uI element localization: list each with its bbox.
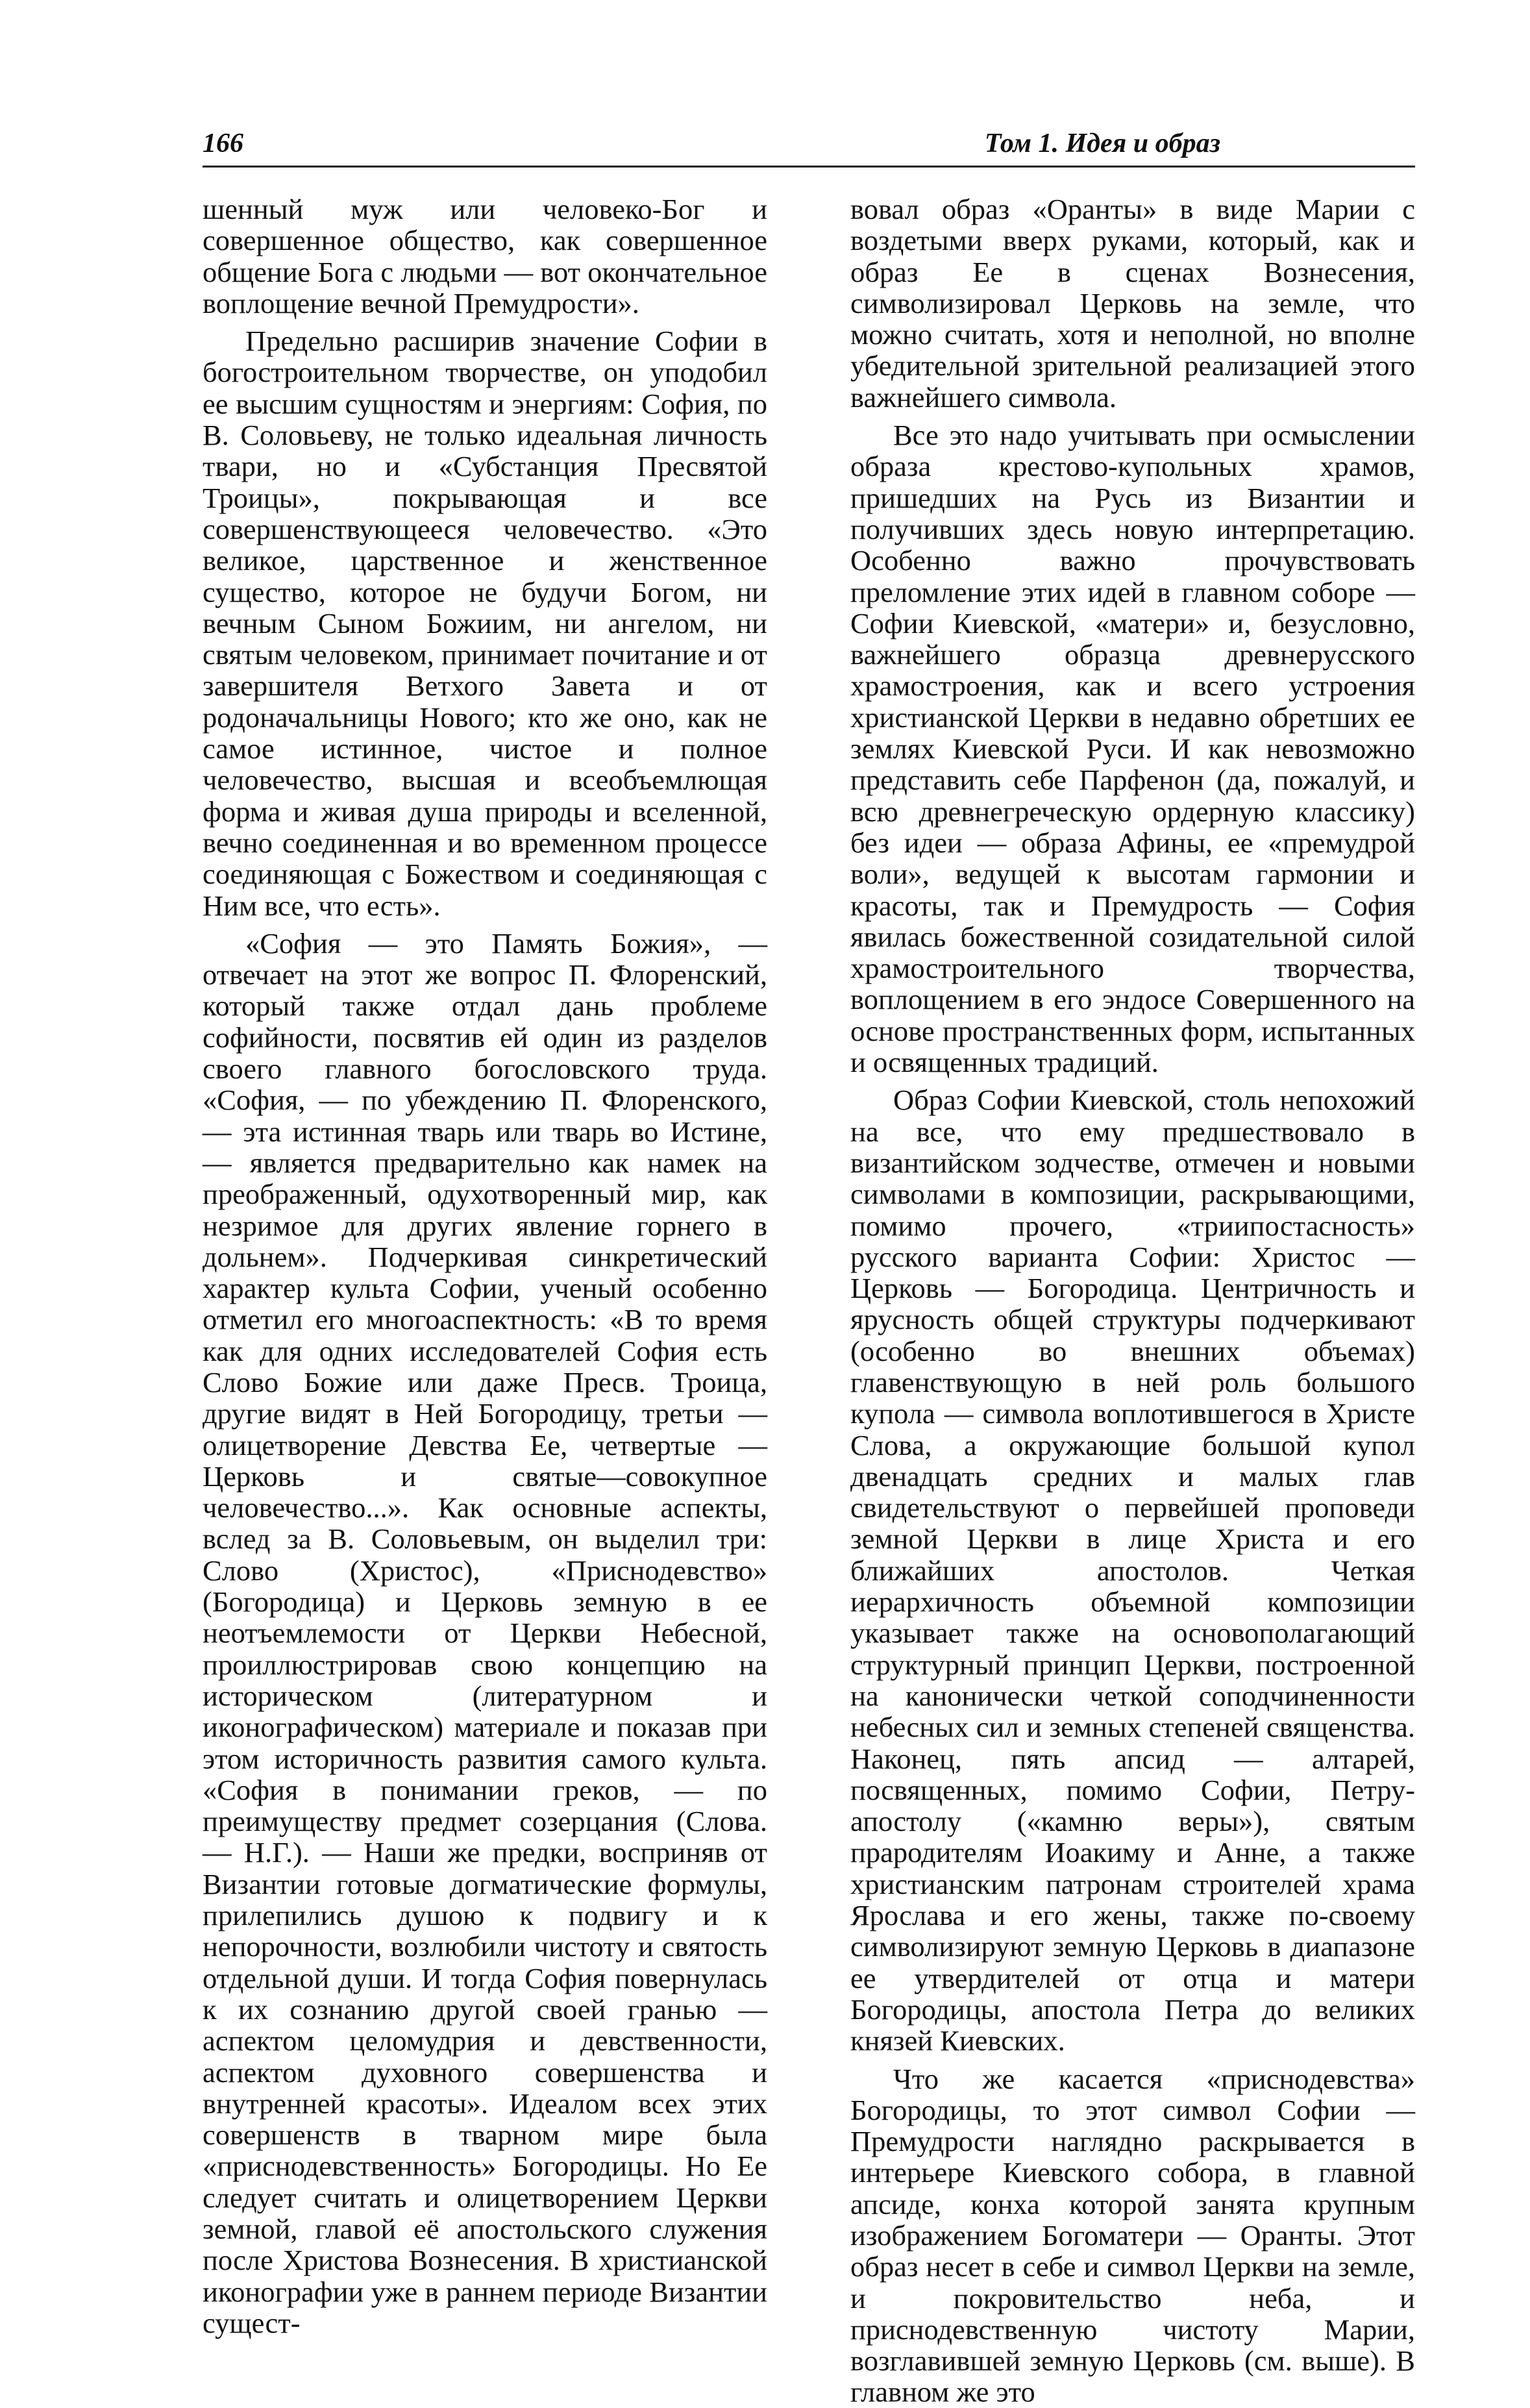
paragraph: Предельно расширив значение Софии в богостроительном творчестве, он уподобил ее высшим сущностям и энергиям: София, по В. Соловьеву, не только идеальная личность твари, но и «Субстанция Пресвятой Троицы», покрывающая и все совершенствующееся человечество. «Это великое, царственное и женственное существо, которое не будучи Богом, ни вечным Сыном Божиим, ни ангелом, ни святым человеком, принимает почитание и от завершителя Ветхого Завета и от родоначальницы Нового; кто же оно, как не самое истинное, чистое и полное человечество, высшая и всеобъемлющая форма и живая душа природы и вселенной, вечно соединенная и во временном процессе соединяющая с Божеством и соединяющая с Ним все, что есть». xyxy=(203,325,767,922)
paragraph-continued: вовал образ «Оранты» в виде Марии с воздетыми вверх руками, который, как и образ Ее в сценах Вознесения, символизировал Церковь на земле, что можно считать, хотя и неполной, но вполне убедительной зрительной реализацией этого важнейшего символа. xyxy=(850,193,1415,414)
page-number: 166 xyxy=(203,129,243,158)
paragraph: Образ Софии Киевской, столь непохожий на все, что ему предшествовало в византийском зодчестве, отмечен и новыми символами в композиции, раскрывающими, помимо прочего, «триипостасность» русского варианта Софии: Христос — Церковь — Богородица. Центричность и ярусность общей структуры подчеркивают (особенно во внешних объемах) главенствующую в ней роль большого купола — символа воплотившегося в Христе Слова, а окружающие большой купол двенадцать средних и малых глав свидетельствуют о первейшей проповеди земной Церкви в лице Христа и его ближайших апостолов. Четкая иерархичность объемной композиции указывает также на основополагающий структурный принцип Церкви, построенной на канонически четкой соподчиненности небесных сил и земных степеней священства. Наконец, пять апсид — алтарей, посвященных, помимо Софии, Петру-апостолу («камню веры»), святым прародителям Иоакиму и Анне, а также христианским патронам строителей храма Ярослава и его жены, также по-своему символизируют земную Церковь в диапазоне ее утвердителей от отца и матери Богородицы, апостола Петра до великих князей Киевских. xyxy=(850,1084,1415,2057)
paragraph-continued: шенный муж или человеко-Бог и совершенное общество, как совершенное общение Бога с людьми — вот окончательное воплощение вечной Премудрости». xyxy=(203,193,767,319)
left-column xyxy=(203,193,767,2339)
right-column xyxy=(850,193,1415,2408)
running-title: Том 1. Идея и образ xyxy=(984,129,1220,158)
paragraph: «София — это Память Божия», — отвечает на этот же вопрос П. Флоренский, который также отдал дань проблеме софийности, посвятив ей один из разделов своего главного богословского труда. «София, — по убеждению П. Флоренского, — эта истинная тварь или тварь во Истине, — является предварительно как намек на преображенный, одухотворенный мир, как незримое для других явление горнего в дольнем». Подчеркивая синкретический характер культа Софии, ученый особенно отметил его многоаспектность: «В то время как для одних исследователей София есть Слово Божие или даже Пресв. Троица, другие видят в Ней Богородицу, третьи — олицетворение Девства Ее, четвертые — Церковь и святые—совокупное человечество...». Как основные аспекты, вслед за В. Соловьевым, он выделил три: Слово (Христос), «Приснодевство» (Богородица) и Церковь земную в ее неотъемлемости от Церкви Небесной, проиллюстрировав свою концепцию на историческом (литературном и иконографическом) материале и показав при этом историчность развития самого культа. «София в понимании греков, — по преимуществу предмет созерцания (Слова. — Н.Г.). — Наши же предки, восприняв от Византии готовые догматические формулы, прилепились душою к подвигу и к непорочности, возлюбили чистоту и святость отдельной души. И тогда София повернулась к их сознанию другой своей гранью — аспектом целомудрия и девственности, аспектом духовного совершенства и внутренней красоты». Идеалом всех этих совершенств в тварном мире была «приснодевственность» Богородицы. Но Ее следует считать и олицетворением Церкви земной, главой её апостольского служения после Христова Вознесения. В христианской иконографии уже в раннем периоде Византии сущест- xyxy=(203,926,767,2339)
paragraph: Что же касается «приснодевства» Богородицы, то этот символ Софии — Премудрости наглядно раскрывается в интерьере Киевского собора, в главной апсиде, конха которой занята крупным изображением Богоматери — Оранты. Этот образ несет в себе и символ Церкви на земле, и покровительство неба, и приснодевственную чистоту Марии, возглавившей земную Церковь (см. выше). В главном же это xyxy=(850,2062,1415,2408)
page-header xyxy=(203,127,1415,168)
paragraph: Все это надо учитывать при осмыслении образа крестово-купольных храмов, пришедших на Русь из Византии и получивших здесь новую интерпретацию. Особенно важно прочувствовать преломление этих идей в главном соборе — Софии Киевской, «матери» и, безусловно, важнейшего образца древнерусского храмостроения, как и всего устроения христианской Церкви в недавно обретших ее землях Киевской Руси. И как невозможно представить себе Парфенон (да, пожалуй, и всю древнегреческую ордерную классику) без идеи — образа Афины, ее «премудрой воли», ведущей к высотам гармонии и красоты, так и Премудрость — София явилась божественной созидательной силой храмостроительного творчества, воплощением в его эндосе Совершенного на основе пространственных форм, испытанных и освященных традиций. xyxy=(850,419,1415,1079)
